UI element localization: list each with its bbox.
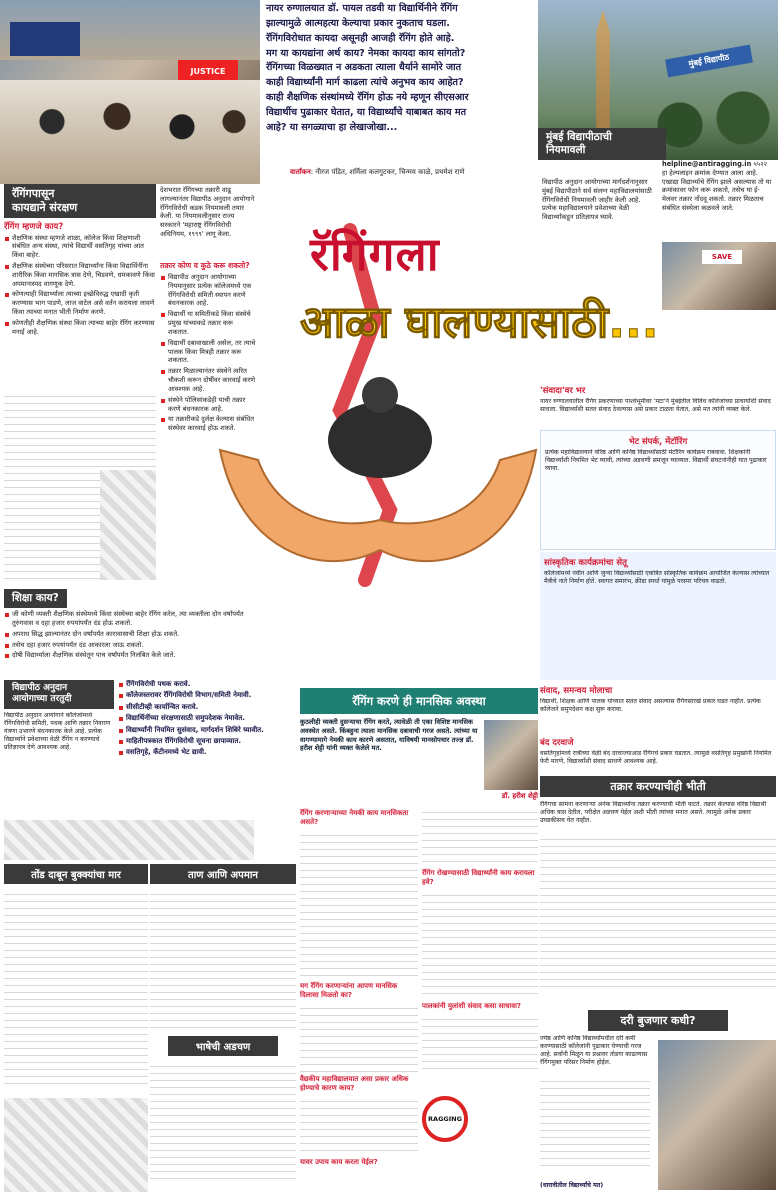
- tana-section: [150, 864, 296, 1032]
- intro-box: [266, 2, 534, 180]
- list-item: दोषी विद्यार्थ्याला शैक्षणिक संस्थेतून पाच वर्षांपर्यंत निलंबित केले जाते.: [4, 651, 254, 660]
- mental-qa-col-1: [300, 806, 418, 1186]
- dari-credit: (धारावीतील विद्यार्थ्यांचे मत): [540, 1182, 604, 1189]
- list-item: सीसीटीव्ही कार्यान्वित करावे.: [118, 703, 308, 712]
- headline-line-1: रॅगिंगला: [310, 227, 440, 281]
- mental-q2: मग रॅगिंग करणाऱ्यांना आपण मानसिक दिलासा मिळतो का?: [300, 982, 398, 999]
- bhet-section: [540, 430, 776, 550]
- punishment-box: [4, 586, 254, 676]
- band-body: वसतिगृहांमध्ये रात्रीच्या वेळी बंद दरवाज्याआड रॅगिंगचे प्रकार घडतात. त्यामुळे वसतिगृह प्रमुखांनी नियमित फेरी मारणे, विद्यार्थ्यांशी संवाद साधणे आवश्यक आहे.: [540, 750, 772, 766]
- univ-title-line: नियमावली: [546, 144, 586, 157]
- list-item: कोणतीही शैक्षणिक संस्था किंवा त्याच्या बाहेर रॅगिंग करण्यास मनाई आहे.: [4, 319, 156, 337]
- ugc-measures-list: [118, 680, 308, 780]
- bhet-body: प्रत्येक महाविद्यालयाने वरिष्ठ आणि कनिष्ठ विद्यार्थ्यांसाठी मेंटॉरिंग कार्यक्रम राबवावा. शिक्षकांनी विद्यार्थ्यांशी नियमित भेट घ्यावी, त्यांच्या अडचणी समजून घ्याव्यात. विद्यार्थी संघटनांनीही यात पुढाकार घ्यावा.: [545, 449, 767, 473]
- cultural-heading: सांस्कृतिक कार्यक्रमांचा सेतू: [544, 558, 627, 568]
- university-rules-text: विद्यापीठ अनुदान आयोगाच्या मार्गदर्शनानुसार मुंबई विद्यापीठाने सर्व संलग्न महाविद्यालयांसाठी रॅगिंगविरोधी नियमावली जाहीर केली आहे. प्रत्येक महाविद्यालयाने प्रवेशाच्या वेळी विद्यार्थ्यांकडून प्रतिज्ञापत्र घ्यावे.: [542, 178, 652, 222]
- list-item: संस्थेने पोलिसांकडेही याची तक्रार करणे बंधनकारक आहे.: [160, 396, 256, 414]
- helpline-body: ५५२२ हा हेल्पलाइन क्रमांक देण्यात आला आहे. एखाद्या विद्यार्थ्याचे रॅगिंग झाले असल्यास तो या क्रमांकावर फोन करू शकतो, तसेच या ई-मेलवर तक्रार नोंदवू शकतो. तक्रार मिळताच संबंधित संस्थेला कळवले जाते.: [662, 160, 772, 213]
- samanvay-body: विद्यार्थी, शिक्षक आणि पालक यांच्यात सतत संवाद असल्यास रॅगिंगसारखे प्रकार घडत नाहीत. प्रत्येक कॉलेजने समुपदेशन कक्ष सुरू करावा.: [540, 698, 761, 714]
- language-section: [150, 1036, 296, 1194]
- dari-photo: [658, 1040, 776, 1190]
- list-item: तक्रार मिळाल्यानंतर संस्थेने त्वरित चौकशी करून दोषींवर कारवाई करणे आवश्यक आहे.: [160, 367, 256, 393]
- ragging-no-sign: RAGGING: [422, 1096, 468, 1142]
- mental-q4: यावर उपाय काय करता येईल?: [300, 1158, 378, 1166]
- doctor-credit: डॉ. हरीश शेट्टी: [501, 792, 538, 800]
- list-item: शैक्षणिक संस्थेच्या परिसरात विद्यार्थ्यांना किंवा विद्यार्थिनींना शारीरिक किंवा मानसिक त्रास देणे, चिडवणे, धमकावणे किंवा अपमानास्पद वागणूक देणे.: [4, 262, 156, 288]
- fear-section: [540, 776, 776, 1006]
- law-title-line: कायद्याने संरक्षण: [12, 200, 78, 214]
- intro-line: आहे? या सगळ्याचा हा लेखाजोखा...: [266, 121, 398, 133]
- tondabook-section: [4, 864, 148, 1194]
- list-item: विद्यार्थिनींच्या संरक्षणासाठी समुपदेशक नेमावेत.: [118, 714, 308, 723]
- samanvay-section: [540, 682, 776, 732]
- intro-line: रॅगिंगच्या विळख्यात न अडकता त्याला धैर्याने सामोरे जात: [266, 62, 462, 74]
- save-sign: SAVE: [702, 250, 742, 264]
- list-item: विद्यार्थी या समितीकडे किंवा संस्थेचे प्रमुख यांच्याकडे तक्रार करू शकतात.: [160, 310, 256, 336]
- list-item: जी कोणी व्यक्ती शैक्षणिक संस्थेमध्ये किंवा संस्थेच्या बाहेर रॅगिंग करेल, त्या व्यक्तीला दोन वर्षांपर्यंत तुरुंगवास व दहा हजार रुपयांपर्यंत दंड होऊ शकतो.: [4, 610, 254, 628]
- intro-line: रॅगिंगविरोधात कायदा असूनही आजही रॅगिंग होते आहे.: [266, 32, 455, 44]
- list-item: या तक्रारीकडे दुर्लक्ष केल्यास संबंधित संस्थेवर कारवाई होऊ शकते.: [160, 415, 256, 433]
- tana-title: ताण आणि अपमान: [150, 864, 296, 884]
- band-section: [540, 734, 776, 768]
- intro-line: काही शैक्षणिक संस्थांमध्ये रॅगिंग होऊ नये म्हणून सीएसआर: [266, 92, 469, 104]
- credit-label: वार्तांकन: [290, 168, 311, 176]
- mental-q5: रॅगिंग रोखण्यासाठी विद्यार्थ्यांनी काय करायला हवे?: [422, 869, 535, 886]
- tondabook-title: तोंड दाबून बुक्क्यांचा मार: [4, 864, 148, 884]
- intro-line: नायर रुग्णालयात डॉ. पायल तडवी या विद्यार्थिनीने रॅगिंग: [266, 3, 458, 14]
- list-item: वसतिगृहे, कँटीनमध्ये भेट द्यावी.: [118, 748, 308, 757]
- students-cartoon-icon: [4, 1098, 148, 1192]
- dari-title: दरी बुजणार कधी?: [588, 1010, 728, 1031]
- dari-body: ज्येष्ठ आणि कनिष्ठ विद्यार्थ्यांमधील दरी कमी करण्यासाठी कॉलेजांनी पुढाकार घेण्याची गरज आहे. सर्वांनी मिळून या प्रश्नावर तोडगा काढल्यास रॅगिंगमुक्त परिसर निर्माण होईल.: [540, 1035, 648, 1067]
- helpline-email[interactable]: helpline@antiragging.in: [662, 160, 752, 168]
- university-rules-box: [538, 128, 666, 160]
- cartoon-crowd-icon: [4, 820, 254, 860]
- law-title-line: रॅगिंगपासून: [12, 187, 55, 200]
- credit-names: : नीरज पंडित, शर्मिला कलगुटकर, चिन्मय काळे, प्रथमेश राणे: [310, 168, 465, 176]
- band-heading: बंद दरवाजे: [540, 738, 574, 748]
- mental-state-title: रॅगिंग करणे ही मानसिक अवस्था: [300, 688, 538, 714]
- samvad-section: [540, 382, 776, 428]
- list-item: तसेच दहा हजार रुपयांपर्यंत दंड आकारला जाऊ शकतो.: [4, 641, 254, 650]
- fear-title: तक्रार करण्याचीही भीती: [540, 776, 776, 797]
- list-item: रॅगिंगविरोधी पथक करावे.: [118, 680, 308, 689]
- what-is-ragging-heading: रॅगिंग म्हणजे काय?: [4, 221, 64, 232]
- mental-q1: रॅगिंग करणाऱ्याच्या नेमकी काय मानसिकता असते?: [300, 809, 409, 826]
- save-protest-photo: [662, 242, 776, 310]
- fear-body: रॅगिंगचा सामना करणाऱ्या अनेक विद्यार्थ्यांना तक्रार करण्याची भीती वाटते. तक्रार केल्यास वरिष्ठ विद्यार्थी अधिक त्रास देतील, परीक्षेत अडचण येईल अशी भीती त्यांच्या मनात असते. त्यामुळे अनेक प्रकार उघडकीसच येत नाहीत.: [540, 801, 767, 825]
- protest-banner-icon: [10, 22, 80, 56]
- intro-line: काही विद्यार्थ्यांनी मार्ग काढला त्यांचे अनुभव काय आहेत?: [266, 77, 464, 89]
- protest-sign: JUSTICE: [178, 60, 238, 84]
- protest-crowd-icon: [0, 80, 260, 184]
- law-protection-title: [4, 184, 156, 218]
- list-item: शैक्षणिक संस्था म्हणजे शाळा, कॉलेज किंवा शिक्षणाशी संबंधित अन्य संस्था, त्यांचे विद्यार्थी वसतिगृह यांच्या आत किंवा बाहेर.: [4, 234, 156, 260]
- list-item: कोणत्याही विद्यार्थ्याला त्याच्या इच्छेविरुद्ध एखादी कृती करण्यास भाग पाडणे, लाज वाटेल असे वर्तन करायला लावणे किंवा त्याच्या मनात भीती निर्माण करणे.: [4, 290, 156, 316]
- intro-line: झाल्यामुळे आत्महत्या केल्याचा प्रकार नुकताच घडला.: [266, 17, 450, 29]
- intro-line: विद्यार्थीच पुढाकार घेतात, या विद्यार्थ्यांचे याबाबत काय मत: [266, 107, 467, 119]
- samvad-heading: 'संवादा'वर भर: [540, 386, 586, 396]
- headline-line-2: आळा घालण्यासाठी...: [300, 297, 659, 348]
- punishment-title: शिक्षा काय?: [4, 589, 67, 608]
- mental-qa-col-2: [422, 806, 538, 1186]
- what-is-ragging-list: [4, 234, 156, 339]
- ugc-provisions-body: विद्यापीठ अनुदान आयोगाने कॉलेजांमध्ये रॅगिंगविरोधी समिती, पथक आणि तक्रार निवारण यंत्रणा उभारणे बंधनकारक केले आहे. प्रत्येक विद्यार्थ्याने प्रवेशाच्या वेळी रॅगिंग न करण्याचे प्रतिज्ञापत्र देणे आवश्यक आहे.: [4, 711, 111, 751]
- list-item: अपराध सिद्ध झाल्यानंतर दोन वर्षांपर्यंत कारावासाची शिक्षा होऊ शकते.: [4, 630, 254, 639]
- mental-q3: वैद्यकीय महाविद्यालयात असा प्रकार अधिक होण्याचे कारण काय?: [300, 1075, 409, 1092]
- dari-section: [540, 1010, 776, 1194]
- complaint-heading: तक्रार कोण व कुठे करू शकतो?: [160, 261, 250, 270]
- helpline-text-block: [662, 160, 774, 240]
- punishment-list: [4, 610, 254, 662]
- cultural-section: [540, 552, 776, 680]
- ugc-title-line: आयोगाच्या तरतुदी: [12, 694, 72, 705]
- intro-line: मग या कायद्यांना अर्थ काय? नेमका कायदा काय सांगतो?: [266, 47, 466, 59]
- samvad-body: नायर रुग्णालयातील रॅगिंग प्रकरणाच्या पार्श्वभूमीवर 'मटा'ने मुंबईतील विविध कॉलेजांच्या प्राचार्यांशी संवाद साधला. विद्यार्थ्यांशी सतत संवाद ठेवल्यास असे प्रकार टाळता येतात, असे मत त्यांनी व्यक्त केले.: [540, 398, 771, 414]
- ugc-provisions-box: [4, 680, 114, 820]
- mental-state-lead: कुठलीही व्यक्ती दुसऱ्याचा रॅगिंग करते, त्यावेळी ती एका विशिष्ट मानसिक अवस्थेत असते. किंबहुना त्याला मानसिक दबावाची गरज असते. त्यांच्या या वागण्यामागे नेमकी काय कारणे असतात, याविषयी मानसोपचार तज्ज्ञ डॉ. हरीश शेट्टी यांनी व्यक्त केलेले मत.: [300, 718, 478, 753]
- samanvay-heading: संवाद, समन्वय मोलाचा: [540, 686, 613, 696]
- list-item: कॉलेजस्तरावर रॅगिंगविरोधी विभाग/समिती नेमावी.: [118, 691, 308, 700]
- doctor-photo: [484, 720, 538, 790]
- cultural-body: कॉलेजांमध्ये नवीन आणि जुन्या विद्यार्थ्यांसाठी एकत्रित सांस्कृतिक कार्यक्रम आयोजित केल्यास त्यांच्यात मैत्रीचे नाते निर्माण होते. स्वागत समारंभ, क्रीडा स्पर्धा यांमुळे परस्पर परिचय वाढतो.: [544, 570, 770, 586]
- list-item: विद्यार्थी दबावाखाली असेल, तर त्याचे पालक किंवा मित्रही तक्रार करू शकतात.: [160, 339, 256, 365]
- university-rules-title: [538, 128, 666, 160]
- mental-q6: पालकांनी मुलांशी संवाद कसा साधावा?: [422, 1002, 521, 1010]
- univ-sign: मुंबई विद्यापीठ: [665, 45, 753, 78]
- list-item: विद्यार्थ्यांनी नियमित सुसंवाद, मार्गदर्शन शिबिरे घ्यावीत.: [118, 726, 308, 735]
- credit-line: [290, 168, 540, 177]
- law-intro-text: देशभरात रॅगिंगच्या तक्रारी वाढू लागल्यानंतर विद्यापीठ अनुदान आयोगाने रॅगिंगविरोधी कडक नियमावली तयार केली. या नियमावलीनुसार राज्य सरकारने 'महाराष्ट्र रॅगिंगविरोधी अधिनियम, १९९९' लागू केला.: [160, 186, 255, 239]
- language-title: भाषेची अडचण: [168, 1036, 278, 1056]
- ugc-title-line: विद्यापीठ अनुदान: [12, 683, 68, 693]
- list-item: माहितीपत्रकात रॅगिंगविरोधी सूचना छापाव्यात.: [118, 737, 308, 746]
- bhet-heading: भेट संपर्क, मेंटॉरिंग: [628, 437, 688, 447]
- protest-photo: [0, 0, 260, 184]
- ugc-provisions-title: [4, 680, 114, 709]
- univ-title-line: मुंबई विद्यापीठाची: [546, 131, 612, 143]
- list-item: विद्यापीठ अनुदान आयोगाच्या नियमानुसार प्रत्येक कॉलेजमध्ये एक रॅगिंगविरोधी समिती स्थापन करणे बंधनकारक आहे.: [160, 273, 256, 308]
- students-photo: [100, 470, 156, 580]
